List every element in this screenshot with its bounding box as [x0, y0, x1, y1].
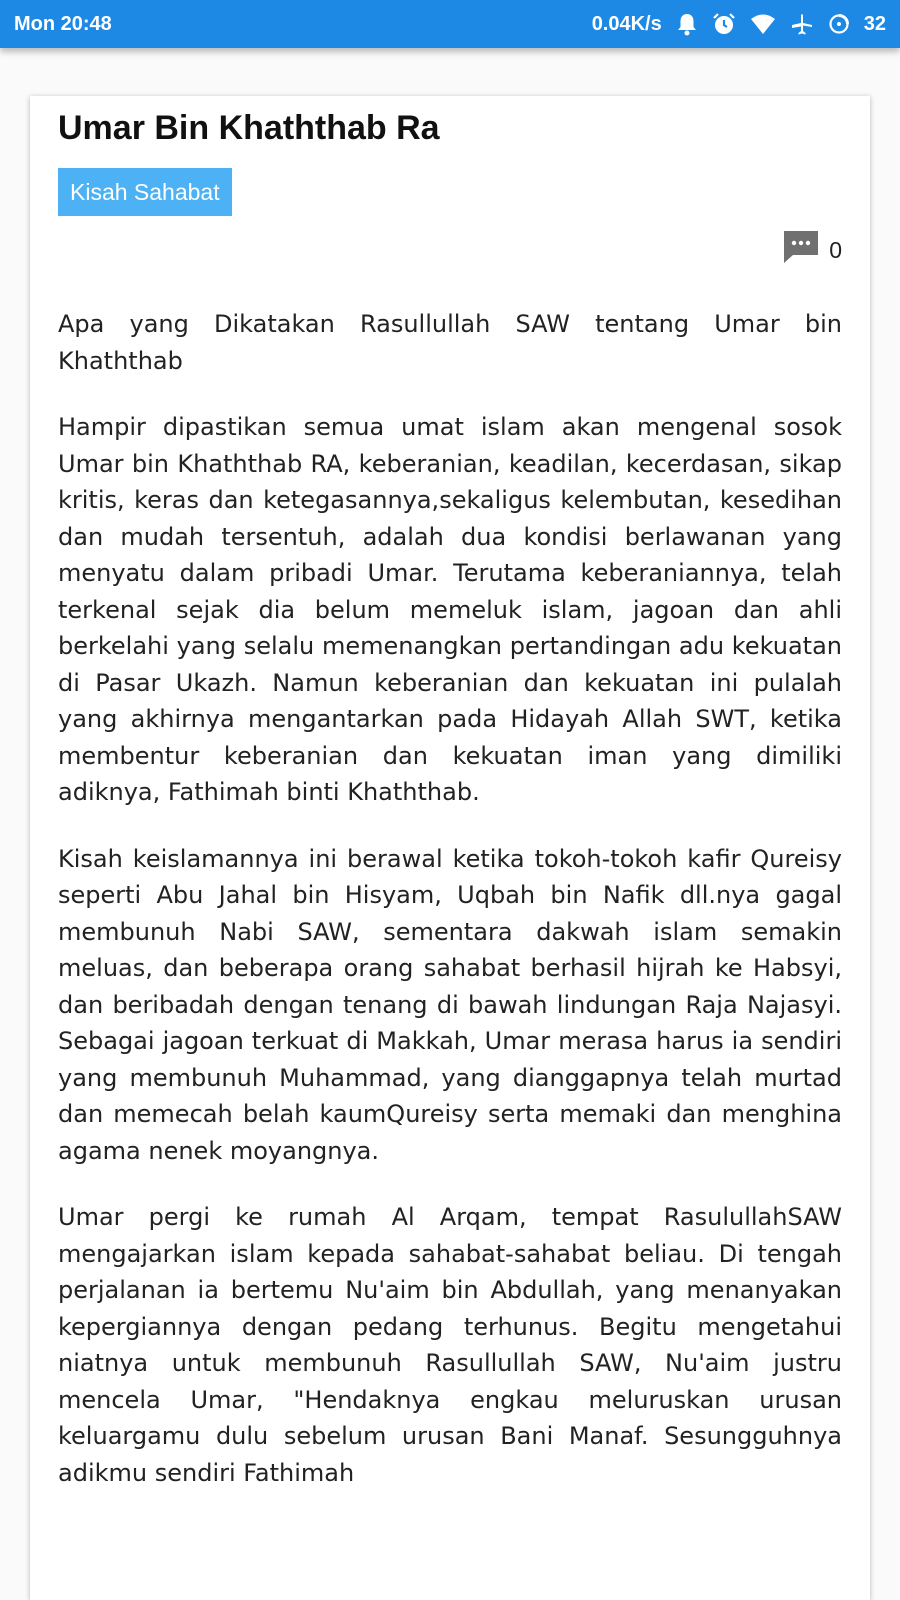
wifi-icon: [750, 13, 776, 35]
bell-icon: [676, 12, 698, 36]
comment-icon: [783, 230, 819, 270]
status-bar: [0, 0, 900, 48]
airplane-icon: [790, 12, 814, 36]
article-paragraph: Hampir dipastikan semua umat islam akan mengenal sosok Umar bin Khaththab RA, keberanian, keadilan, kecerdasan, sikap kritis, keras dan ketegasannya,sekaligus kelembutan, kesedihan dan mudah tersentuh, adalah dua kondisi berlawanan yang menyatu dalam pribadi Umar. Terutama keberaniannya, telah terkenal sejak dia belum memeluk islam, jagoan dan ahli berkelahi yang selalu memenangkan pertandingan adu kekuatan di Pasar Ukazh. Namun keberanian dan kekuatan ini pulalah yang akhirnya mengantarkan pada Hidayah Allah SWT, ketika membentur keberanian dan kekuatan iman yang dimiliki adiknya, Fathimah binti Khaththab.: [58, 413, 842, 806]
status-icons: [592, 12, 886, 36]
alarm-icon: [712, 12, 736, 36]
battery-level: 32: [863, 12, 886, 35]
net-speed: 0.04K/s: [591, 12, 662, 35]
article-paragraph: Kisah keislamannya ini berawal ketika tokoh-tokoh kafir Qureisy seperti Abu Jahal bin Hisyam, Uqbah bin Nafik dll.nya gagal membunuh Nabi SAW, sementara dakwah islam semakin meluas, dan beberapa orang sahabat berhasil hijrah ke Habsyi, dan beribadah dengan tenang di bawah lindungan Raja Najasyi. Sebagai jagoan terkuat di Makkah, Umar merasa harus ia sendiri yang membunuh Muhammad, yang dianggapnya telah murtad dan memecah belah kaumQureisy serta memaki dan menghina agama nenek moyangnya.: [58, 844, 842, 1165]
article-body: [58, 306, 842, 1491]
battery-icon: [828, 13, 850, 35]
comment-count[interactable]: [58, 232, 842, 268]
article-paragraph: Umar pergi ke rumah Al Arqam, tempat RasulullahSAW mengajarkan islam kepada sahabat-sahabat beliau. Di tengah perjalanan ia bertemu Nu'aim bin Abdullah, yang menanyakan kepergiannya dengan pedang terhunus. Begitu mengetahui niatnya untuk membunuh Rasullullah SAW, Nu'aim justru mencela Umar, "Hendaknya engkau meluruskan urusan keluargamu dulu sebelum urusan Bani Manaf. Sesungguhnya adikmu sendiri Fathimah: [58, 1203, 842, 1487]
article-card: [30, 96, 870, 1600]
status-time: Mon 20:48: [14, 12, 112, 35]
article-title: Umar Bin Khaththab Ra: [58, 109, 440, 147]
comment-count-value: 0: [829, 236, 842, 263]
category-tag[interactable]: Kisah Sahabat: [58, 168, 232, 216]
article-paragraph: Apa yang Dikatakan Rasullullah SAW tentang Umar bin Khaththab: [58, 310, 842, 375]
